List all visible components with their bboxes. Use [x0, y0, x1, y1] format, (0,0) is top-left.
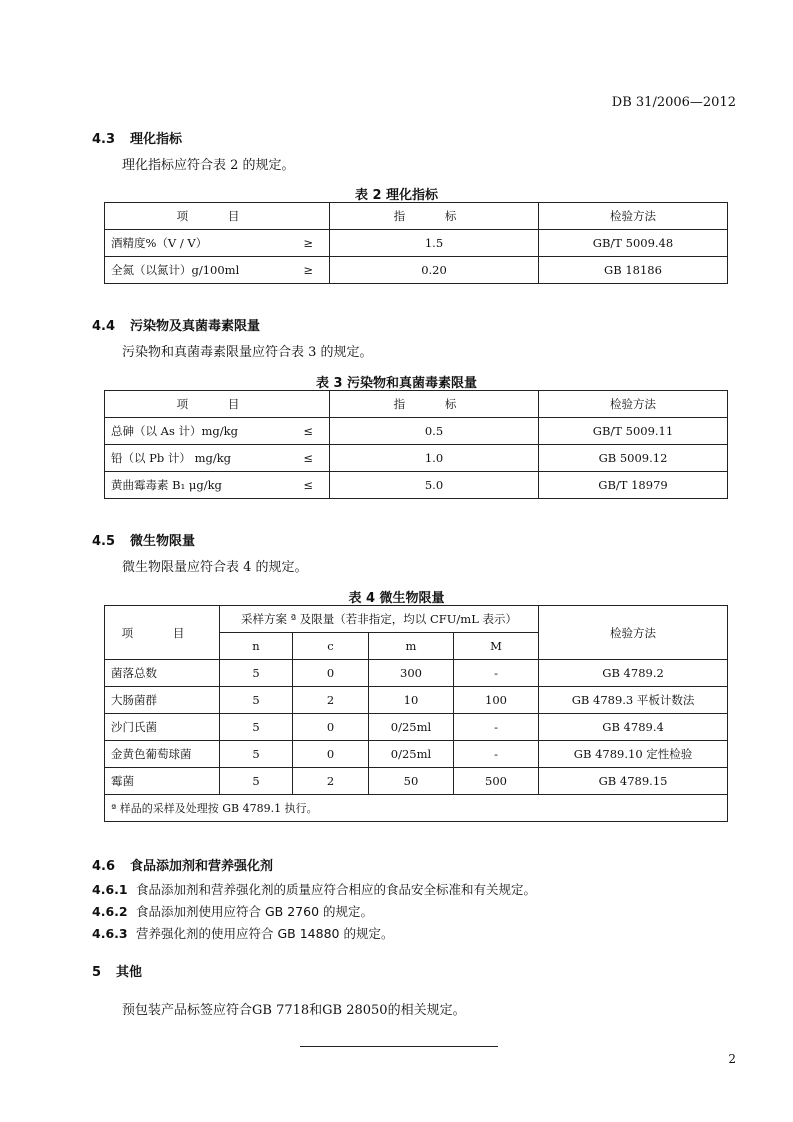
- table-row: [105, 257, 728, 284]
- method-cell: GB 4789.10 定性检验: [539, 741, 728, 768]
- n-cell: 5: [220, 714, 293, 741]
- method-cell: GB 4789.3 平板计数法: [539, 687, 728, 714]
- footer-divider: [300, 1046, 498, 1047]
- table-row: [105, 418, 728, 445]
- section-4-6-heading: [92, 855, 273, 874]
- method-cell: GB 4789.4: [539, 714, 728, 741]
- m-lower-cell: 10: [369, 687, 454, 714]
- value-cell: 1.5: [330, 230, 539, 257]
- header-item: 项 目: [105, 203, 330, 230]
- table-4-title: 表 4 微生物限量: [348, 591, 445, 606]
- n-cell: 5: [220, 687, 293, 714]
- section-4-5-text: 微生物限量应符合表 4 的规定。: [122, 560, 308, 575]
- table-footnote-row: [105, 795, 728, 822]
- item-cell: 金黄色葡萄球菌: [105, 741, 220, 768]
- section-title: 食品添加剂和营养强化剂: [130, 859, 274, 874]
- section-number: 5: [92, 965, 102, 980]
- m-upper-cell: 100: [454, 687, 539, 714]
- m-upper-cell: -: [454, 714, 539, 741]
- section-5-text: 预包装产品标签应符合GB 7718和GB 28050的相关规定。: [122, 1003, 466, 1018]
- header-method: 检验方法: [539, 203, 728, 230]
- m-lower-cell: 0/25ml: [369, 714, 454, 741]
- item-cell: 酒精度%（V / V） ≥: [105, 230, 330, 257]
- table-header-row: [105, 391, 728, 418]
- item-cell: 沙门氏菌: [105, 714, 220, 741]
- table-2: [104, 202, 728, 284]
- header-index: 指 标: [330, 391, 539, 418]
- header-m-lower: m: [369, 633, 454, 660]
- table-3-title: 表 3 污染物和真菌毒素限量: [315, 376, 478, 391]
- item-cell: 总砷（以 As 计）mg/kg ≤: [105, 418, 330, 445]
- table-row: [105, 687, 728, 714]
- section-title: 污染物及真菌毒素限量: [130, 319, 261, 334]
- header-m-upper: M: [454, 633, 539, 660]
- value-cell: 5.0: [330, 472, 539, 499]
- table-row: [105, 714, 728, 741]
- section-title: 其他: [116, 965, 143, 980]
- clause-4-6-2: [92, 902, 373, 920]
- method-cell: GB/T 5009.11: [539, 418, 728, 445]
- page-number: 2: [728, 1052, 736, 1066]
- section-4-4-heading: [92, 315, 260, 334]
- item-cell: 菌落总数: [105, 660, 220, 687]
- method-cell: GB 4789.15: [539, 768, 728, 795]
- m-upper-cell: 500: [454, 768, 539, 795]
- section-number: 4.4: [92, 319, 116, 334]
- n-cell: 5: [220, 741, 293, 768]
- value-cell: 0.20: [330, 257, 539, 284]
- table-row: [105, 660, 728, 687]
- m-lower-cell: 300: [369, 660, 454, 687]
- method-cell: GB 4789.2: [539, 660, 728, 687]
- clause-text: 营养强化剂的使用应符合 GB 14880 的规定。: [136, 926, 394, 941]
- table-3: [104, 390, 728, 499]
- section-number: 4.3: [92, 132, 116, 147]
- c-cell: 0: [293, 741, 369, 768]
- clause-number: 4.6.1: [92, 882, 128, 897]
- table-header-row: [105, 606, 728, 633]
- header-n: n: [220, 633, 293, 660]
- section-5-heading: [92, 961, 142, 980]
- header-sampling-plan: 采样方案 ª 及限量（若非指定，均以 CFU/mL 表示）: [220, 606, 539, 633]
- clause-4-6-1: [92, 880, 536, 898]
- section-4-5-heading: [92, 530, 195, 549]
- table-2-title: 表 2 理化指标: [354, 188, 439, 203]
- table-footnote: ª 样品的采样及处理按 GB 4789.1 执行。: [105, 795, 728, 822]
- m-upper-cell: -: [454, 741, 539, 768]
- c-cell: 2: [293, 768, 369, 795]
- n-cell: 5: [220, 768, 293, 795]
- table-row: [105, 445, 728, 472]
- header-item: 项 目: [105, 606, 220, 660]
- clause-text: 食品添加剂和营养强化剂的质量应符合相应的食品安全标准和有关规定。: [136, 882, 537, 897]
- m-lower-cell: 50: [369, 768, 454, 795]
- item-cell: 霉菌: [105, 768, 220, 795]
- table-row: [105, 230, 728, 257]
- table-header-row: [105, 203, 728, 230]
- table-row: [105, 768, 728, 795]
- section-4-4-text: 污染物和真菌毒素限量应符合表 3 的规定。: [122, 345, 373, 360]
- c-cell: 2: [293, 687, 369, 714]
- method-cell: GB 5009.12: [539, 445, 728, 472]
- section-number: 4.6: [92, 859, 116, 874]
- method-cell: GB/T 18979: [539, 472, 728, 499]
- table-4: [104, 605, 728, 822]
- header-index: 指 标: [330, 203, 539, 230]
- item-cell: 全氮（以氮计）g/100ml ≥: [105, 257, 330, 284]
- document-code: DB 31/2006—2012: [611, 95, 736, 110]
- c-cell: 0: [293, 660, 369, 687]
- table-row: [105, 472, 728, 499]
- c-cell: 0: [293, 714, 369, 741]
- section-4-3-heading: [92, 128, 182, 147]
- method-cell: GB 18186: [539, 257, 728, 284]
- header-item: 项 目: [105, 391, 330, 418]
- clause-text: 食品添加剂使用应符合 GB 2760 的规定。: [136, 904, 373, 919]
- section-4-3-text: 理化指标应符合表 2 的规定。: [122, 158, 295, 173]
- m-upper-cell: -: [454, 660, 539, 687]
- section-title: 微生物限量: [130, 534, 196, 549]
- clause-number: 4.6.2: [92, 904, 128, 919]
- section-number: 4.5: [92, 534, 116, 549]
- item-cell: 黄曲霉毒素 B₁ μg/kg ≤: [105, 472, 330, 499]
- clause-4-6-3: [92, 924, 393, 942]
- item-cell: 铅（以 Pb 计） mg/kg ≤: [105, 445, 330, 472]
- item-cell: 大肠菌群: [105, 687, 220, 714]
- table-row: [105, 741, 728, 768]
- value-cell: 0.5: [330, 418, 539, 445]
- m-lower-cell: 0/25ml: [369, 741, 454, 768]
- clause-number: 4.6.3: [92, 926, 128, 941]
- header-c: c: [293, 633, 369, 660]
- header-method: 检验方法: [539, 606, 728, 660]
- section-title: 理化指标: [130, 132, 183, 147]
- method-cell: GB/T 5009.48: [539, 230, 728, 257]
- header-method: 检验方法: [539, 391, 728, 418]
- n-cell: 5: [220, 660, 293, 687]
- value-cell: 1.0: [330, 445, 539, 472]
